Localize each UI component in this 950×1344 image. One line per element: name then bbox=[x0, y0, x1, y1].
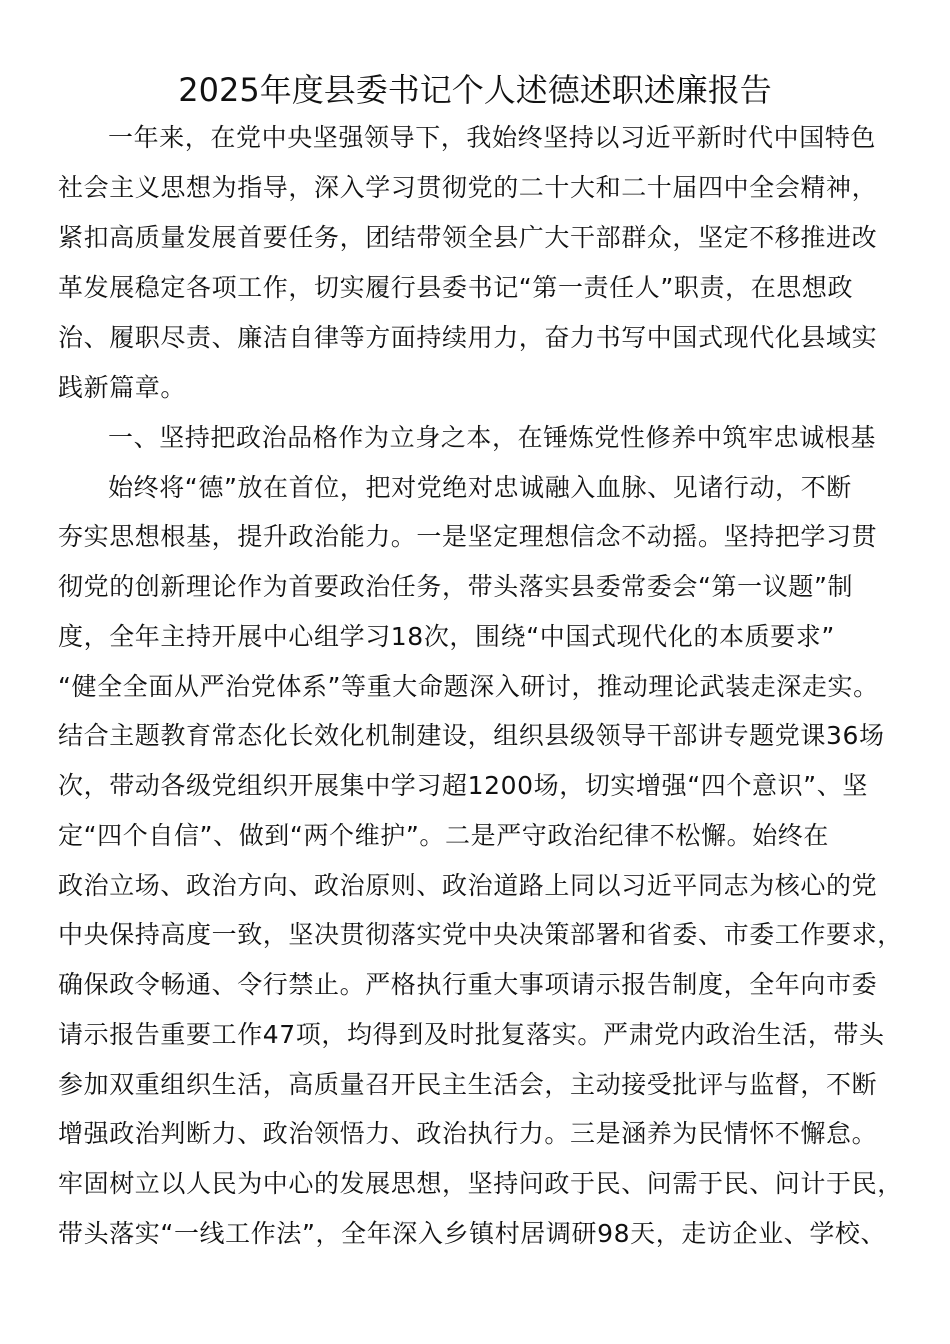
body-line: “健全全面从严治党体系”等重大命题深入研讨，推动理论武装走深走实。 bbox=[58, 672, 879, 701]
section-heading: 一、坚持把政治品格作为立身之本，在锤炼党性修养中筑牢忠诚根基 bbox=[108, 423, 877, 452]
intro-line: 践新篇章。 bbox=[58, 373, 187, 402]
intro-line: 革发展稳定各项工作，切实履行县委书记“第一责任人”职责，在思想政 bbox=[58, 273, 854, 302]
intro-line: 一年来，在党中央坚强领导下，我始终坚持以习近平新时代中国特色 bbox=[108, 123, 877, 152]
body-line: 政治立场、政治方向、政治原则、政治道路上同以习近平同志为核心的党 bbox=[58, 871, 878, 900]
body-line: 次，带动各级党组织开展集中学习超1200场，切实增强“四个意识”、坚 bbox=[58, 771, 868, 800]
body-line: 参加双重组织生活，高质量召开民主生活会，主动接受批评与监督，不断 bbox=[58, 1070, 878, 1099]
body-line: 确保政令畅通、令行禁止。严格执行重大事项请示报告制度，全年向市委 bbox=[58, 970, 878, 999]
body-line: 彻党的创新理论作为首要政治任务，带头落实县委常委会“第一议题”制 bbox=[58, 572, 854, 601]
body-line: 始终将“德”放在首位，把对党绝对忠诚融入血脉、见诸行动，不断 bbox=[108, 473, 852, 502]
body-line: 定“四个自信”、做到“两个维护”。二是严守政治纪律不松懈。始终在 bbox=[58, 821, 830, 850]
body-line: 增强政治判断力、政治领悟力、政治执行力。三是涵养为民情怀不懈怠。 bbox=[58, 1119, 878, 1148]
body-line: 请示报告重要工作47项，均得到及时批复落实。严肃党内政治生活，带头 bbox=[58, 1020, 885, 1049]
intro-line: 紧扣高质量发展首要任务，团结带领全县广大干部群众，坚定不移推进改 bbox=[58, 223, 878, 252]
body-line: 牢固树立以人民为中心的发展思想，坚持问政于民、问需于民、问计于民， bbox=[58, 1169, 903, 1198]
body-line: 带头落实“一线工作法”，全年深入乡镇村居调研98天，走访企业、学校、 bbox=[58, 1219, 887, 1248]
intro-line: 治、履职尽责、廉洁自律等方面持续用力，奋力书写中国式现代化县域实 bbox=[58, 323, 878, 352]
intro-line: 社会主义思想为指导，深入学习贯彻党的二十大和二十届四中全会精神， bbox=[58, 173, 878, 202]
document-title: 2025年度县委书记个人述德述职述廉报告 bbox=[178, 71, 772, 109]
body-line: 度，全年主持开展中心组学习18次，围绕“中国式现代化的本质要求” bbox=[58, 622, 835, 651]
body-line: 夯实思想根基，提升政治能力。一是坚定理想信念不动摇。坚持把学习贯 bbox=[58, 522, 878, 551]
body-line: 结合主题教育常态化长效化机制建设，组织县级领导干部讲专题党课36场 bbox=[58, 721, 885, 750]
body-line: 中央保持高度一致，坚决贯彻落实党中央决策部署和省委、市委工作要求， bbox=[58, 920, 903, 949]
